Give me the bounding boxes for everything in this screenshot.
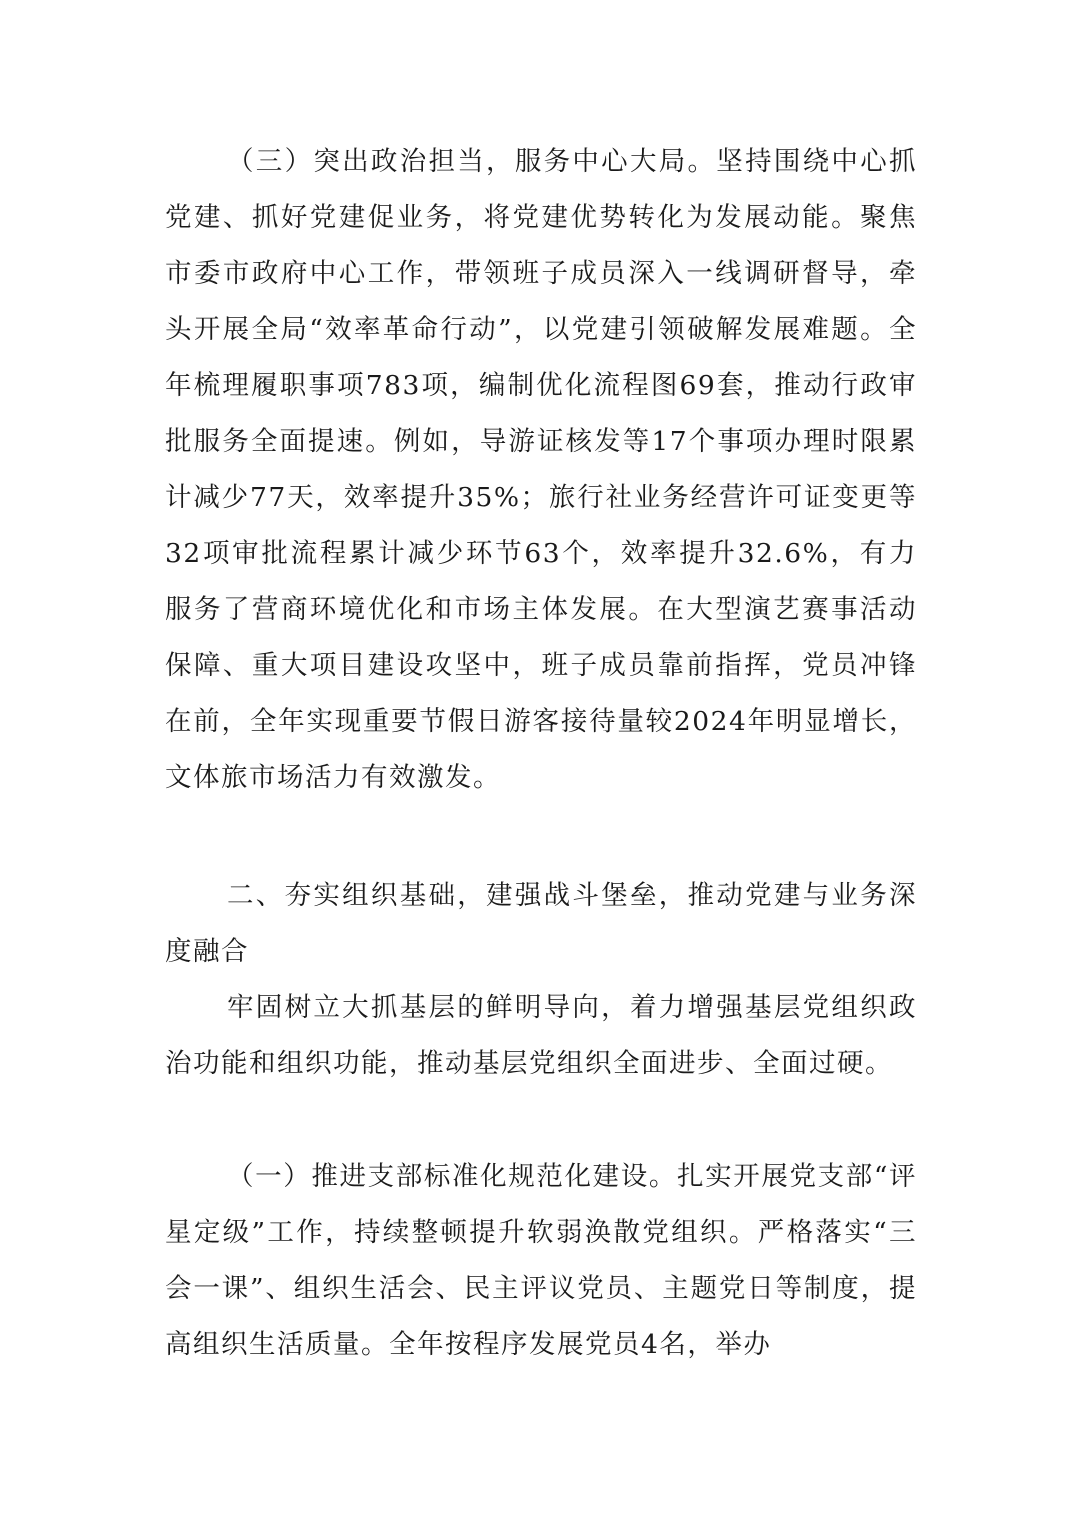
section-heading-2: 二、夯实组织基础，建强战斗堡垒，推动党建与业务深度融合 [165, 880, 917, 967]
paragraph-section-1-standard: （一）推进支部标准化规范化建设。扎实开展党支部“评星定级”工作，持续整顿提升软弱涣散党组织。严格落实“三会一课”、组织生活会、民主评议党员、主题党日等制度，提高组织生活质量。全年按程序发展党员4名，举办 [165, 1161, 917, 1360]
paragraph-intro-2: 牢固树立大抓基层的鲜明导向，着力增强基层党组织政治功能和组织功能，推动基层党组织全面进步、全面过硬。 [165, 992, 917, 1079]
paragraph-section-3-service: （三）突出政治担当，服务中心大局。坚持围绕中心抓党建、抓好党建促业务，将党建优势转化为发展动能。聚焦市委市政府中心工作，带领班子成员深入一线调研督导，牵头开展全局“效率革命行动”，以党建引领破解发展难题。全年梳理履职事项783项，编制优化流程图69套，推动行政审批服务全面提速。例如，导游证核发等17个事项办理时限累计减少77天，效率提升35%；旅行社业务经营许可证变更等32项审批流程累计减少环节63个，效率提升32.6%，有力服务了营商环境优化和市场主体发展。在大型演艺赛事活动保障、重大项目建设攻坚中，班子成员靠前指挥，党员冲锋在前，全年实现重要节假日游客接待量较2024年明显增长，文体旅市场活力有效激发。 [165, 146, 917, 793]
